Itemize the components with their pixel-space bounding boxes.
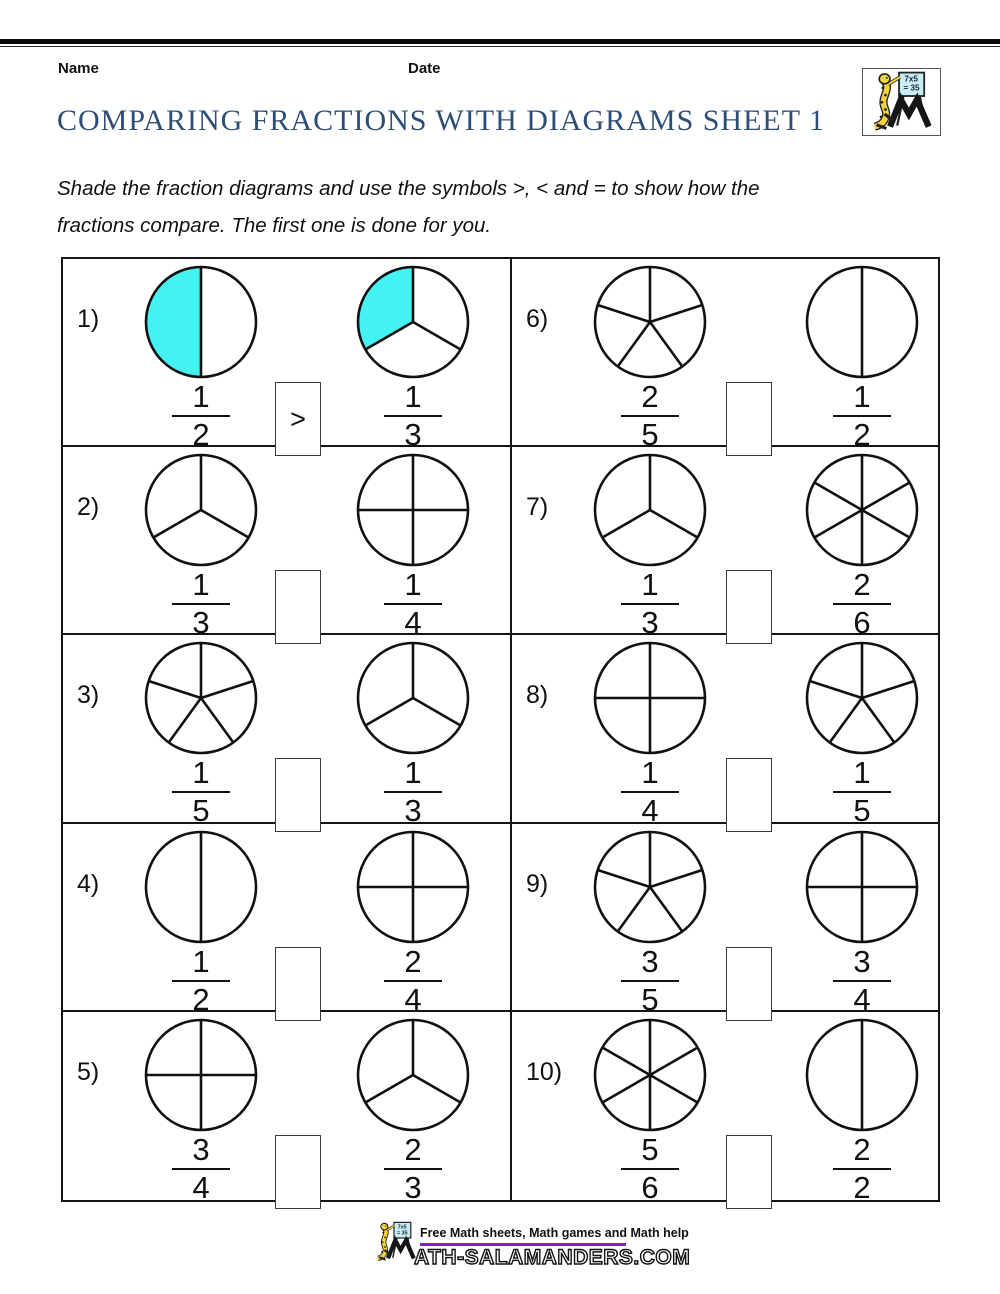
- comparison-answer-box-4[interactable]: [275, 947, 321, 1021]
- fraction-denominator: 3: [192, 605, 210, 641]
- fraction-denominator: 3: [404, 793, 422, 829]
- fraction-circle[interactable]: [803, 1016, 921, 1134]
- problem-cell-6: [512, 259, 938, 452]
- fraction: [368, 1131, 458, 1205]
- fraction-numerator: 1: [192, 943, 210, 979]
- fraction-numerator: 2: [853, 1131, 871, 1167]
- comparison-answer-box-5[interactable]: [275, 1135, 321, 1209]
- fraction: [817, 379, 907, 452]
- name-label: Name: [58, 60, 99, 77]
- top-rule-thin: [0, 46, 1000, 47]
- fraction: [368, 379, 458, 452]
- fraction-circle[interactable]: [803, 828, 921, 946]
- problem-cell-9: [512, 824, 938, 1017]
- footer-salamander-logo-icon: [370, 1220, 418, 1267]
- fraction: [156, 379, 246, 452]
- fraction-denominator: 6: [853, 605, 871, 641]
- fraction-denominator: 2: [192, 417, 210, 452]
- fraction: [368, 567, 458, 641]
- page-title: COMPARING FRACTIONS WITH DIAGRAMS SHEET 1: [57, 104, 826, 137]
- comparison-answer-box-10[interactable]: [726, 1135, 772, 1209]
- fraction: [368, 943, 458, 1017]
- fraction-circle[interactable]: [591, 828, 709, 946]
- fraction-circle[interactable]: [591, 1016, 709, 1134]
- fraction: [156, 943, 246, 1017]
- fraction-numerator: 2: [853, 567, 871, 603]
- comparison-answer-box-1[interactable]: [275, 382, 321, 456]
- fraction-circle[interactable]: [591, 451, 709, 569]
- comparison-symbol: >: [290, 403, 306, 434]
- problem-cell-7: [512, 447, 938, 641]
- fraction-numerator: 3: [192, 1131, 210, 1167]
- problem-number: 10): [526, 1057, 563, 1086]
- fraction-denominator: 4: [192, 1169, 210, 1205]
- problem-number: 4): [77, 869, 100, 898]
- salamander-logo-art: [370, 1220, 418, 1262]
- svg-text:= 35: = 35: [397, 1230, 408, 1237]
- fraction-numerator: 1: [404, 379, 422, 414]
- fraction-numerator: 1: [192, 379, 210, 414]
- fraction-denominator: 5: [853, 793, 871, 829]
- fraction-circle[interactable]: [591, 263, 709, 381]
- comparison-answer-box-2[interactable]: [275, 570, 321, 644]
- fraction: [156, 755, 246, 829]
- svg-text:= 35: = 35: [903, 83, 920, 93]
- comparison-answer-box-8[interactable]: [726, 758, 772, 832]
- salamander-logo-art: [863, 69, 935, 132]
- fraction-denominator: 2: [192, 981, 210, 1017]
- problem-number: 8): [526, 681, 549, 710]
- fraction-numerator: 1: [404, 567, 422, 603]
- fraction: [817, 755, 907, 829]
- fraction-numerator: 2: [404, 943, 422, 979]
- svg-text:7x5: 7x5: [904, 74, 918, 84]
- fraction-denominator: 4: [404, 981, 422, 1017]
- fraction-circle[interactable]: [803, 451, 921, 569]
- fraction: [605, 379, 695, 452]
- problem-number: 6): [526, 305, 549, 333]
- fraction-numerator: 1: [853, 379, 871, 414]
- fraction: [368, 755, 458, 829]
- fraction: [156, 1131, 246, 1205]
- fraction-denominator: 3: [641, 605, 659, 641]
- fraction-circle[interactable]: [142, 263, 260, 381]
- instructions-line-2: fractions compare. The first one is done for you.: [57, 214, 492, 237]
- fraction-circle[interactable]: [354, 828, 472, 946]
- fraction-circle[interactable]: [803, 639, 921, 757]
- fraction-numerator: 2: [404, 1131, 422, 1167]
- footer-tagline: Free Math sheets, Math games and Math help: [420, 1226, 689, 1240]
- fraction: [817, 567, 907, 641]
- fraction-circle[interactable]: [354, 263, 472, 381]
- problem-number: 5): [77, 1057, 100, 1086]
- fraction-circle[interactable]: [354, 1016, 472, 1134]
- fraction-numerator: 3: [853, 943, 871, 979]
- fraction: [605, 755, 695, 829]
- fraction-numerator: 1: [404, 755, 422, 791]
- fraction-circle[interactable]: [142, 639, 260, 757]
- fraction-circle[interactable]: [142, 828, 260, 946]
- instructions-line-1: Shade the fraction diagrams and use the symbols >, < and = to show how the: [57, 177, 760, 200]
- fraction-denominator: 4: [641, 793, 659, 829]
- fraction-circle[interactable]: [142, 451, 260, 569]
- fraction: [817, 1131, 907, 1205]
- footer-wordmark: ATH-SALAMANDERS.COM: [414, 1246, 691, 1269]
- fraction-denominator: 5: [641, 417, 659, 452]
- fraction-denominator: 3: [404, 1169, 422, 1205]
- fraction-denominator: 2: [853, 417, 871, 452]
- fraction-denominator: 2: [853, 1169, 871, 1205]
- fraction-denominator: 4: [404, 605, 422, 641]
- fraction-numerator: 3: [641, 943, 659, 979]
- fraction: [817, 943, 907, 1017]
- fraction-circle[interactable]: [142, 1016, 260, 1134]
- fraction-numerator: 1: [641, 567, 659, 603]
- fraction-numerator: 1: [192, 755, 210, 791]
- problem-number: 7): [526, 493, 549, 522]
- date-label: Date: [408, 60, 441, 77]
- problem-number: 3): [77, 681, 100, 710]
- instructions: [57, 170, 760, 244]
- fraction-numerator: 1: [641, 755, 659, 791]
- problem-cell-8: [512, 635, 938, 829]
- problem-cell-10: [512, 1012, 938, 1205]
- fraction-numerator: 2: [641, 379, 659, 414]
- math-salamanders-logo: [862, 68, 941, 136]
- problem-number: 9): [526, 869, 549, 898]
- problem-number: 2): [77, 493, 100, 522]
- fraction-circle[interactable]: [354, 451, 472, 569]
- fraction-circle[interactable]: [354, 639, 472, 757]
- fraction-numerator: 1: [853, 755, 871, 791]
- fraction-circle[interactable]: [803, 263, 921, 381]
- problem-number: 1): [77, 305, 100, 333]
- fraction-denominator: 3: [404, 417, 422, 452]
- fraction-denominator: 5: [192, 793, 210, 829]
- fraction-denominator: 6: [641, 1169, 659, 1205]
- comparison-answer-box-9[interactable]: [726, 947, 772, 1021]
- comparison-answer-box-7[interactable]: [726, 570, 772, 644]
- fraction: [156, 567, 246, 641]
- salamander-logo-icon: [863, 74, 935, 136]
- comparison-answer-box-3[interactable]: [275, 758, 321, 832]
- fraction-numerator: 5: [641, 1131, 659, 1167]
- fraction: [605, 1131, 695, 1205]
- fraction: [605, 943, 695, 1017]
- fraction: [605, 567, 695, 641]
- fraction-denominator: 4: [853, 981, 871, 1017]
- problems-table: [61, 257, 940, 1205]
- comparison-answer-box-6[interactable]: [726, 382, 772, 456]
- footer: [370, 1218, 690, 1278]
- fraction-denominator: 5: [641, 981, 659, 1017]
- fraction-circle[interactable]: [591, 639, 709, 757]
- svg-text:7x5: 7x5: [397, 1224, 407, 1231]
- top-rule-thick: [0, 39, 1000, 44]
- fraction-numerator: 1: [192, 567, 210, 603]
